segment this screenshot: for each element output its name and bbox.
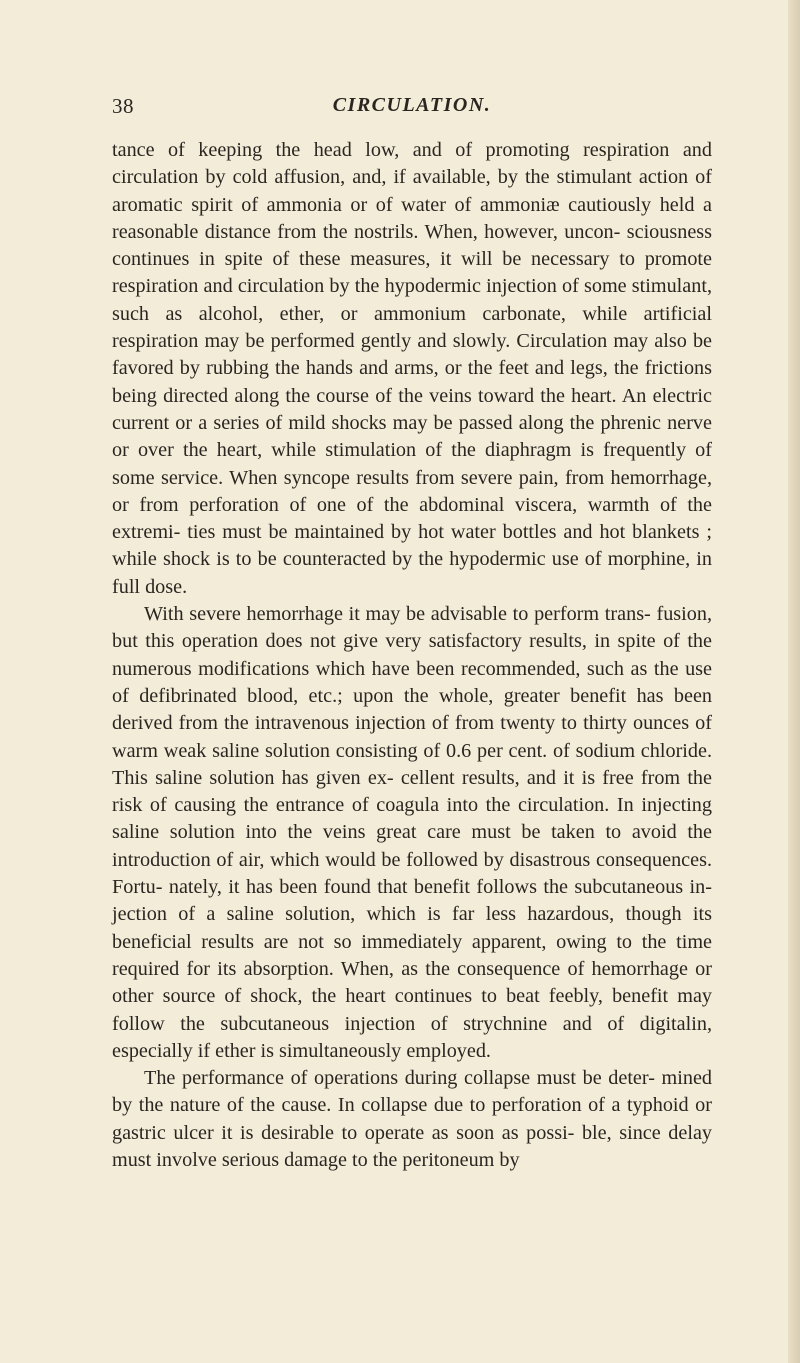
- page-number: 38: [112, 94, 134, 118]
- running-head: [112, 94, 712, 124]
- running-title: CIRCULATION.: [332, 94, 492, 116]
- page-edge: [788, 0, 800, 1363]
- body-text: [112, 137, 712, 1174]
- paragraph-1: tance of keeping the head low, and of promoting respiration and circulation by cold affusion, and, if available, by the stimulant action of aromatic spirit of ammonia or of water of ammoniæ cautiously held a reasonable distance from the nostrils. When, however, uncon- sciousness continues in spite of these measures, it will be necessary to promote respiration and circulation by the hypodermic injection of some stimulant, such as alcohol, ether, or ammonium carbonate, while artificial respiration may be performed gently and slowly. Circulation may also be favored by rubbing the hands and arms, or the feet and legs, the frictions being directed along the course of the veins toward the heart. An electric current or a series of mild shocks may be passed along the phrenic nerve or over the heart, while stimulation of the diaphragm is frequently of some service. When syncope results from severe pain, from hemorrhage, or from perforation of one of the abdominal viscera, warmth of the extremi- ties must be maintained by hot water bottles and hot blankets ; while shock is to be counteracted by the hypodermic use of morphine, in full dose.: [112, 139, 712, 598]
- paragraph-2: With severe hemorrhage it may be advisable to perform trans- fusion, but this operation does not give very satisfactory results, in spite of the numerous modifications which have been recommended, such as the use of defibrinated blood, etc.; upon the whole, greater benefit has been derived from the intravenous injection of from twenty to thirty ounces of warm weak saline solution consisting of 0.6 per cent. of sodium chloride. This saline solution has given ex- cellent results, and it is free from the risk of causing the entrance of coagula into the circulation. In injecting saline solution into the veins great care must be taken to avoid the introduction of air, which would be followed by disastrous consequences. Fortu- nately, it has been found that benefit follows the subcutaneous in- jection of a saline solution, which is far less hazardous, though its beneficial results are not so immediately apparent, owing to the time required for its absorption. When, as the consequence of hemorrhage or other source of shock, the heart continues to beat feebly, benefit may follow the subcutaneous injection of strychnine and of digitalin, especially if ether is simultaneously employed.: [112, 603, 712, 1062]
- paragraph-3: The performance of operations during collapse must be deter- mined by the nature of the cause. In collapse due to perforation of a typhoid or gastric ulcer it is desirable to operate as soon as possi- ble, since delay must involve serious damage to the peritoneum by: [112, 1067, 712, 1171]
